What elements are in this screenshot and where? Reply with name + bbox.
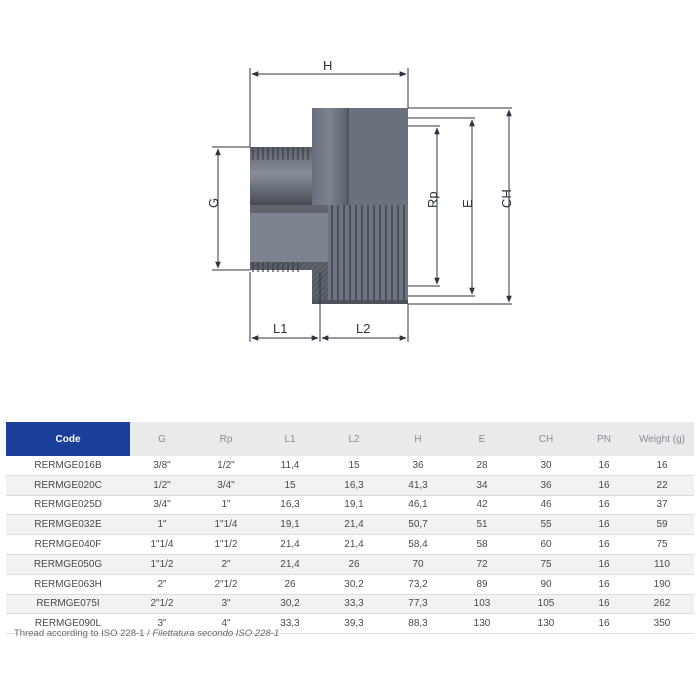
fitting-body xyxy=(250,108,408,304)
footnote-text: Thread according to ISO 228-1 / xyxy=(14,628,153,639)
cell-weight: 37 xyxy=(630,495,694,515)
cell-pn: 16 xyxy=(578,475,630,495)
cell-l1: 16,3 xyxy=(258,495,322,515)
cell-l1: 11,4 xyxy=(258,456,322,475)
cell-ch: 105 xyxy=(514,594,578,614)
cell-weight: 59 xyxy=(630,515,694,535)
cell-pn: 16 xyxy=(578,495,630,515)
dim-label-l1: L1 xyxy=(273,321,288,336)
cell-pn: 16 xyxy=(578,574,630,594)
cell-ch: 46 xyxy=(514,495,578,515)
cell-rp: 2" xyxy=(194,554,258,574)
cell-g: 2" xyxy=(130,574,194,594)
cell-h: 50,7 xyxy=(386,515,450,535)
cell-rp: 3" xyxy=(194,594,258,614)
cell-code: RERMGE032E xyxy=(6,515,130,535)
cell-weight: 75 xyxy=(630,535,694,555)
footnote-italic: Filettatura secondo ISO 228-1 xyxy=(152,628,280,639)
cell-h: 36 xyxy=(386,456,450,475)
table-row xyxy=(6,495,694,515)
col-header-l2: L2 xyxy=(322,422,386,456)
dim-label-rp: Rp xyxy=(425,191,440,208)
cell-l2: 39,3 xyxy=(322,614,386,634)
footnote xyxy=(14,628,279,639)
cell-l2: 16,3 xyxy=(322,475,386,495)
cell-e: 72 xyxy=(450,554,514,574)
cell-e: 51 xyxy=(450,515,514,535)
cell-l2: 33,3 xyxy=(322,594,386,614)
cell-h: 46,1 xyxy=(386,495,450,515)
table-row xyxy=(6,475,694,495)
cell-rp: 1" xyxy=(194,495,258,515)
cell-code: RERMGE090L xyxy=(6,614,130,634)
cell-e: 103 xyxy=(450,594,514,614)
col-header-rp: Rp xyxy=(194,422,258,456)
cell-weight: 22 xyxy=(630,475,694,495)
cell-h: 77,3 xyxy=(386,594,450,614)
table-row xyxy=(6,574,694,594)
cell-l2: 30,2 xyxy=(322,574,386,594)
cell-code: RERMGE020C xyxy=(6,475,130,495)
col-header-g: G xyxy=(130,422,194,456)
cell-weight: 16 xyxy=(630,456,694,475)
cell-h: 73,2 xyxy=(386,574,450,594)
cell-rp: 1/2" xyxy=(194,456,258,475)
cell-rp: 2"1/2 xyxy=(194,574,258,594)
cell-h: 70 xyxy=(386,554,450,574)
table-row xyxy=(6,594,694,614)
col-header-h: H xyxy=(386,422,450,456)
cell-g: 1" xyxy=(130,515,194,535)
cell-l2: 19,1 xyxy=(322,495,386,515)
cell-e: 42 xyxy=(450,495,514,515)
cell-pn: 16 xyxy=(578,594,630,614)
cell-code: RERMGE075I xyxy=(6,594,130,614)
dim-label-l2: L2 xyxy=(356,321,371,336)
cell-weight: 262 xyxy=(630,594,694,614)
dim-label-e: E xyxy=(460,199,475,208)
cell-g: 3/8" xyxy=(130,456,194,475)
cell-g: 1"1/2 xyxy=(130,554,194,574)
dim-label-h: H xyxy=(323,58,333,73)
cell-weight: 110 xyxy=(630,554,694,574)
cell-weight: 190 xyxy=(630,574,694,594)
cell-ch: 55 xyxy=(514,515,578,535)
cell-pn: 16 xyxy=(578,515,630,535)
table-row xyxy=(6,554,694,574)
cell-l1: 21,4 xyxy=(258,554,322,574)
cell-pn: 16 xyxy=(578,535,630,555)
cell-pn: 16 xyxy=(578,554,630,574)
cell-l1: 15 xyxy=(258,475,322,495)
cell-g: 3" xyxy=(130,614,194,634)
col-header-code: Code xyxy=(6,422,130,456)
cell-h: 41,3 xyxy=(386,475,450,495)
cell-l1: 26 xyxy=(258,574,322,594)
cell-rp: 3/4" xyxy=(194,475,258,495)
cell-code: RERMGE016B xyxy=(6,456,130,475)
col-header-ch: CH xyxy=(514,422,578,456)
cell-e: 89 xyxy=(450,574,514,594)
cell-l2: 21,4 xyxy=(322,535,386,555)
cell-ch: 75 xyxy=(514,554,578,574)
col-header-weight: Weight (g) xyxy=(630,422,694,456)
cell-l1: 21,4 xyxy=(258,535,322,555)
cell-h: 58,4 xyxy=(386,535,450,555)
cell-l1: 33,3 xyxy=(258,614,322,634)
cell-l2: 26 xyxy=(322,554,386,574)
cell-g: 2"1/2 xyxy=(130,594,194,614)
cell-g: 1/2" xyxy=(130,475,194,495)
cell-rp: 4" xyxy=(194,614,258,634)
cell-e: 58 xyxy=(450,535,514,555)
cell-ch: 36 xyxy=(514,475,578,495)
dim-label-g: G xyxy=(206,197,221,208)
cell-code: RERMGE025D xyxy=(6,495,130,515)
cell-l2: 15 xyxy=(322,456,386,475)
table-header-row xyxy=(6,422,694,456)
table-row xyxy=(6,456,694,475)
table-row xyxy=(6,535,694,555)
cell-ch: 60 xyxy=(514,535,578,555)
cell-ch: 130 xyxy=(514,614,578,634)
cell-ch: 90 xyxy=(514,574,578,594)
col-header-pn: PN xyxy=(578,422,630,456)
spec-table-body xyxy=(6,456,694,634)
cell-code: RERMGE063H xyxy=(6,574,130,594)
cell-pn: 16 xyxy=(578,614,630,634)
dim-label-ch: CH xyxy=(499,189,514,208)
cell-e: 28 xyxy=(450,456,514,475)
cell-e: 34 xyxy=(450,475,514,495)
cell-l2: 21,4 xyxy=(322,515,386,535)
cell-e: 130 xyxy=(450,614,514,634)
cell-rp: 1"1/2 xyxy=(194,535,258,555)
col-header-l1: L1 xyxy=(258,422,322,456)
cell-weight: 350 xyxy=(630,614,694,634)
cell-g: 1"1/4 xyxy=(130,535,194,555)
cell-l1: 30,2 xyxy=(258,594,322,614)
spec-table xyxy=(6,422,694,634)
cell-rp: 1"1/4 xyxy=(194,515,258,535)
cell-ch: 30 xyxy=(514,456,578,475)
cell-g: 3/4" xyxy=(130,495,194,515)
cell-code: RERMGE050G xyxy=(6,554,130,574)
cell-pn: 16 xyxy=(578,456,630,475)
cell-h: 88,3 xyxy=(386,614,450,634)
cell-l1: 19,1 xyxy=(258,515,322,535)
table-row xyxy=(6,515,694,535)
cell-code: RERMGE040F xyxy=(6,535,130,555)
col-header-e: E xyxy=(450,422,514,456)
